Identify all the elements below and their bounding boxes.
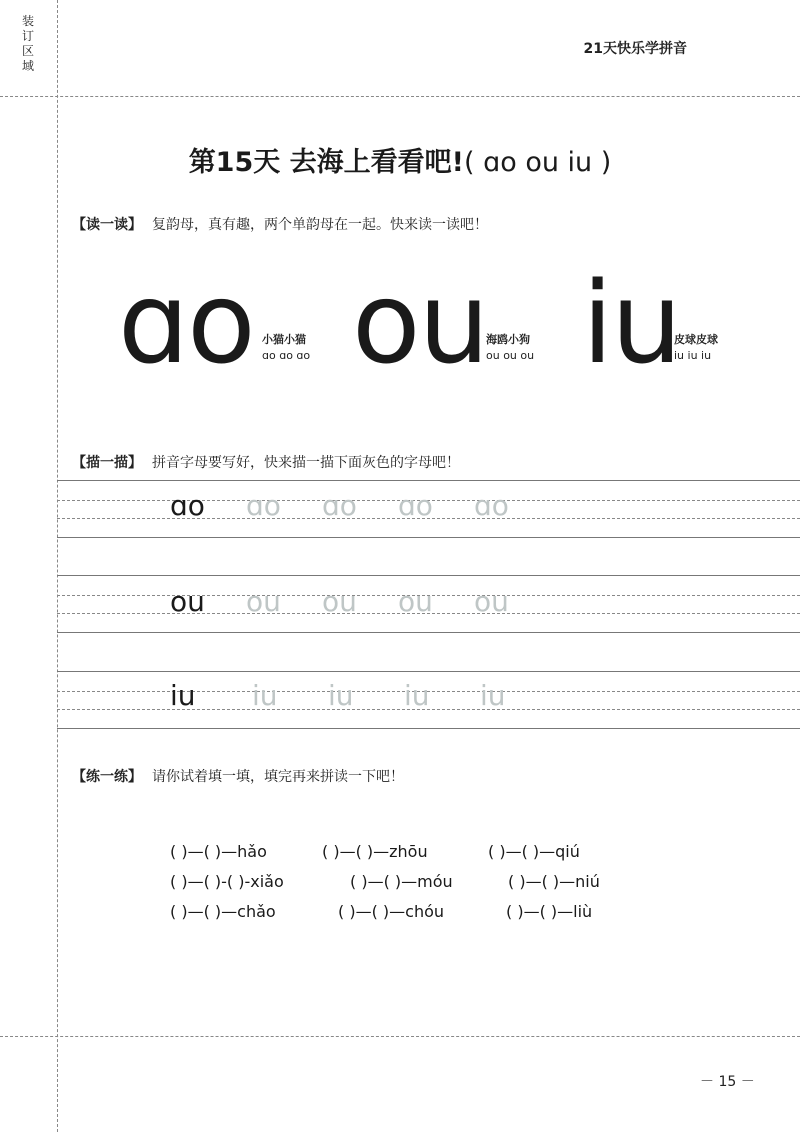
trace-ghost-letters[interactable]: ɑo (474, 489, 509, 522)
vowel-ou-letters: ou (352, 259, 488, 389)
fill-blank-exercise[interactable]: ( )—( )—hǎo (170, 842, 267, 861)
fill-blank-exercise[interactable]: ( )—( )—chóu (338, 902, 445, 921)
vowel-ou-caption (486, 332, 534, 364)
lesson-title (0, 140, 800, 179)
trace-ghost-letters[interactable]: ɑo (322, 489, 357, 522)
header-divider (0, 96, 800, 97)
binding-area-label: 装 订 区 域 (21, 14, 34, 73)
trace-ghost-letters[interactable]: ɑo (246, 489, 281, 522)
trace-ghost-letters[interactable]: iu (480, 679, 506, 712)
fill-blank-exercise[interactable]: ( )—( )—niú (508, 872, 600, 891)
trace-section-heading (72, 452, 460, 472)
trace-ghost-letters[interactable]: ou (474, 585, 509, 618)
book-title: 21天快乐学拼音 (583, 41, 687, 57)
trace-section-tag: 【描一描】 (72, 455, 142, 471)
trace-ghost-letters[interactable]: iu (404, 679, 430, 712)
page-number: － 15 － (700, 1074, 755, 1090)
vowel-iu-caption-text: 皮球皮球 (674, 333, 718, 346)
read-section-instruction: 复韵母，真有趣，两个单韵母在一起。快来读一读吧！ (152, 217, 488, 233)
vowel-iu-caption (674, 332, 718, 364)
read-section-tag: 【读一读】 (72, 217, 142, 233)
trace-row-ou (170, 585, 509, 618)
vowel-ou-pinyin: ou ou ou (486, 349, 535, 362)
grid-line (57, 728, 800, 729)
grid-line (57, 537, 800, 538)
trace-lead-letters: iu (170, 679, 196, 712)
vowel-iu-letters: iu (582, 259, 681, 389)
footer-divider (0, 1036, 800, 1037)
practice-section-instruction: 请你试着填一填，填完再来拼读一下吧！ (152, 769, 404, 785)
fill-blank-exercise[interactable]: ( )—( )—móu (350, 872, 453, 891)
vowel-iu-pinyin: iu iu iu (674, 349, 712, 362)
vowel-ou-caption-text: 海鸥小狗 (486, 333, 530, 346)
trace-ghost-letters[interactable]: ou (398, 585, 433, 618)
practice-section-heading (72, 766, 404, 786)
trace-lead-letters: ou (170, 585, 205, 618)
trace-ghost-letters[interactable]: ou (246, 585, 281, 618)
trace-ghost-letters[interactable]: iu (252, 679, 278, 712)
lesson-title-pinyin: ( ɑo ou iu ) (463, 147, 612, 178)
fill-blank-exercise[interactable]: ( )—( )—liù (506, 902, 593, 921)
fill-blank-exercise[interactable]: ( )—( )—chǎo (170, 902, 276, 921)
trace-ghost-letters[interactable]: iu (328, 679, 354, 712)
read-section-heading (72, 214, 488, 234)
grid-line (57, 632, 800, 633)
trace-row-iu (170, 679, 506, 712)
fill-blank-exercise[interactable]: ( )—( )—zhōu (322, 842, 428, 861)
vowel-ao-pinyin: ɑo ɑo ɑo (262, 349, 311, 362)
vowel-ao-letters: ɑo (118, 259, 254, 389)
fill-blank-exercise[interactable]: ( )—( )—qiú (488, 842, 580, 861)
trace-row-ao (170, 489, 509, 522)
practice-section-tag: 【练一练】 (72, 769, 142, 785)
trace-section-instruction: 拼音字母要写好，快来描一描下面灰色的字母吧！ (152, 455, 460, 471)
trace-lead-letters: ɑo (170, 489, 205, 522)
grid-line (57, 671, 800, 672)
grid-line (57, 480, 800, 481)
grid-line (57, 575, 800, 576)
lesson-title-cn: 第15天 去海上看看吧! (188, 147, 464, 178)
trace-ghost-letters[interactable]: ɑo (398, 489, 433, 522)
trace-ghost-letters[interactable]: ou (322, 585, 357, 618)
vowel-ao-caption-text: 小猫小猫 (262, 333, 306, 346)
fill-blank-exercise[interactable]: ( )—( )-( )-xiǎo (170, 872, 284, 891)
vowel-ao-caption (262, 332, 310, 364)
